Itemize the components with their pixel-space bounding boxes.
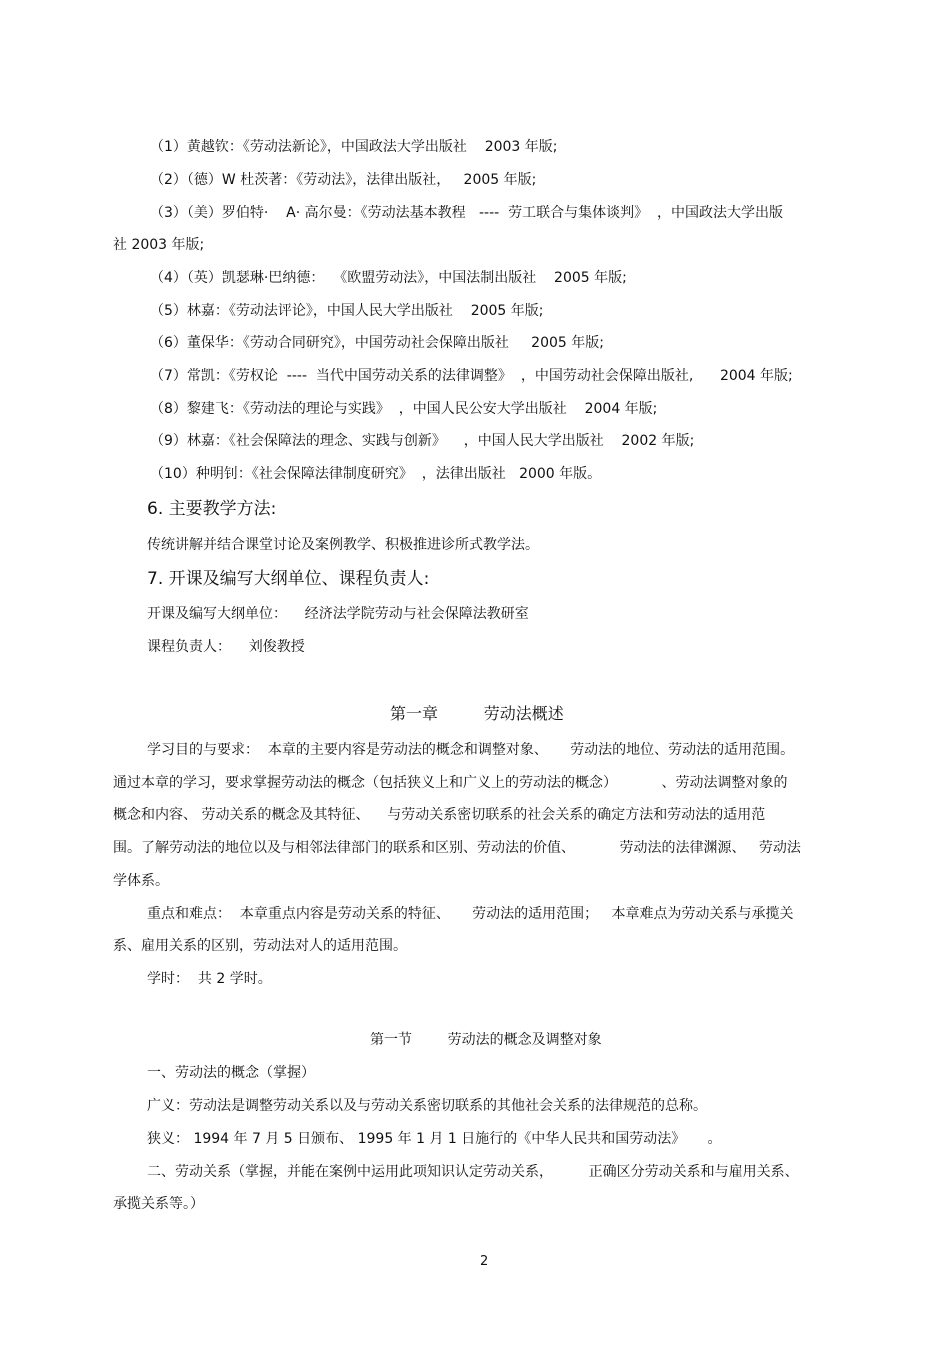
reference-item-continuation: 社 2003 年版; [113,237,205,253]
definition-narrow: 狭义： 1994 年 7 月 5 日颁布、 1995 年 1 月 1 日施行的《中华人民共和国劳动法》 。 [147,1131,722,1147]
chapter-goals-line: 概念和内容、 劳动关系的概念及其特征、 与劳动关系密切联系的社会关系的确定方法和劳动法的适用范 [113,807,766,823]
reference-item: （10）种明钊：《社会保障法律制度研究》 ，法律出版社 2000 年版。 [150,466,602,482]
reference-item: （3）（美）罗伯特· A· 高尔曼：《劳动法基本教程 ---- 劳工联合与集体谈判》 ，中国政法大学出版 [150,205,783,221]
section6-body: 传统讲解并结合课堂讨论及案例教学、积极推进诊所式教学法。 [147,537,539,553]
section7-heading: 7. 开课及编写大纲单位、课程负责人: [147,569,430,589]
chapter-goals-line: 通过本章的学习，要求掌握劳动法的概念（包括狭义上和广义上的劳动法的概念） 、劳动法调整对象的 [113,775,788,791]
reference-item: （4）（英）凯瑟琳·巴纳德： 《欧盟劳动法》，中国法制出版社 2005 年版; [150,270,627,286]
chapter-keypoints-line: 系、雇用关系的区别，劳动法对人的适用范围。 [113,938,407,954]
reference-item: （9）林嘉：《社会保障法的理念、实践与创新》 ，中国人民大学出版社 2002 年版; [150,433,695,449]
concept-heading: 一、劳动法的概念（掌握） [147,1065,315,1081]
reference-item: （1）黄越钦：《劳动法新论》，中国政法大学出版社 2003 年版; [150,139,558,155]
chapter-hours: 学时： 共 2 学时。 [147,971,272,987]
definition-broad: 广义：劳动法是调整劳动关系以及与劳动关系密切联系的其他社会关系的法律规范的总称。 [147,1098,707,1114]
reference-item: （6）董保华：《劳动合同研究》，中国劳动社会保障出版社 2005 年版; [150,335,604,351]
reference-item: （8）黎建飞：《劳动法的理论与实践》 ，中国人民公安大学出版社 2004 年版; [150,401,658,417]
reference-item: （2）（德）W 杜茨著：《劳动法》，法律出版社， 2005 年版; [150,172,537,188]
chapter-keypoints-line: 重点和难点： 本章重点内容是劳动关系的特征、 劳动法的适用范围； 本章难点为劳动关系与承揽关 [147,906,794,922]
section7-unit: 开课及编写大纲单位： 经济法学院劳动与社会保障法教研室 [147,606,529,622]
labor-relation-heading: 二、劳动关系（掌握，并能在案例中运用此项知识认定劳动关系， 正确区分劳动关系和与雇用关系、 [147,1164,799,1180]
chapter-goals-line: 学体系。 [113,873,169,889]
reference-item: （7）常凯：《劳权论 ---- 当代中国劳动关系的法律调整》 ，中国劳动社会保障出版社, 2004 年版; [150,368,793,384]
chapter-goals-line: 围。了解劳动法的地位以及与相邻法律部门的联系和区别、劳动法的价值、 劳动法的法律渊源、 劳动法 [113,840,801,856]
labor-relation-continuation: 承揽关系等。） [113,1196,204,1212]
section7-person: 课程负责人： 刘俊教授 [147,639,305,655]
section6-heading: 6. 主要教学方法: [147,499,277,519]
chapter-title: 第一章 劳动法概述 [390,704,564,723]
reference-item: （5）林嘉：《劳动法评论》，中国人民大学出版社 2005 年版; [150,303,544,319]
chapter-goals-line: 学习目的与要求： 本章的主要内容是劳动法的概念和调整对象、 劳动法的地位、劳动法的适用范围。 [147,742,795,758]
section-title: 第一节 劳动法的概念及调整对象 [370,1032,602,1048]
page-number: 2 [480,1254,489,1269]
